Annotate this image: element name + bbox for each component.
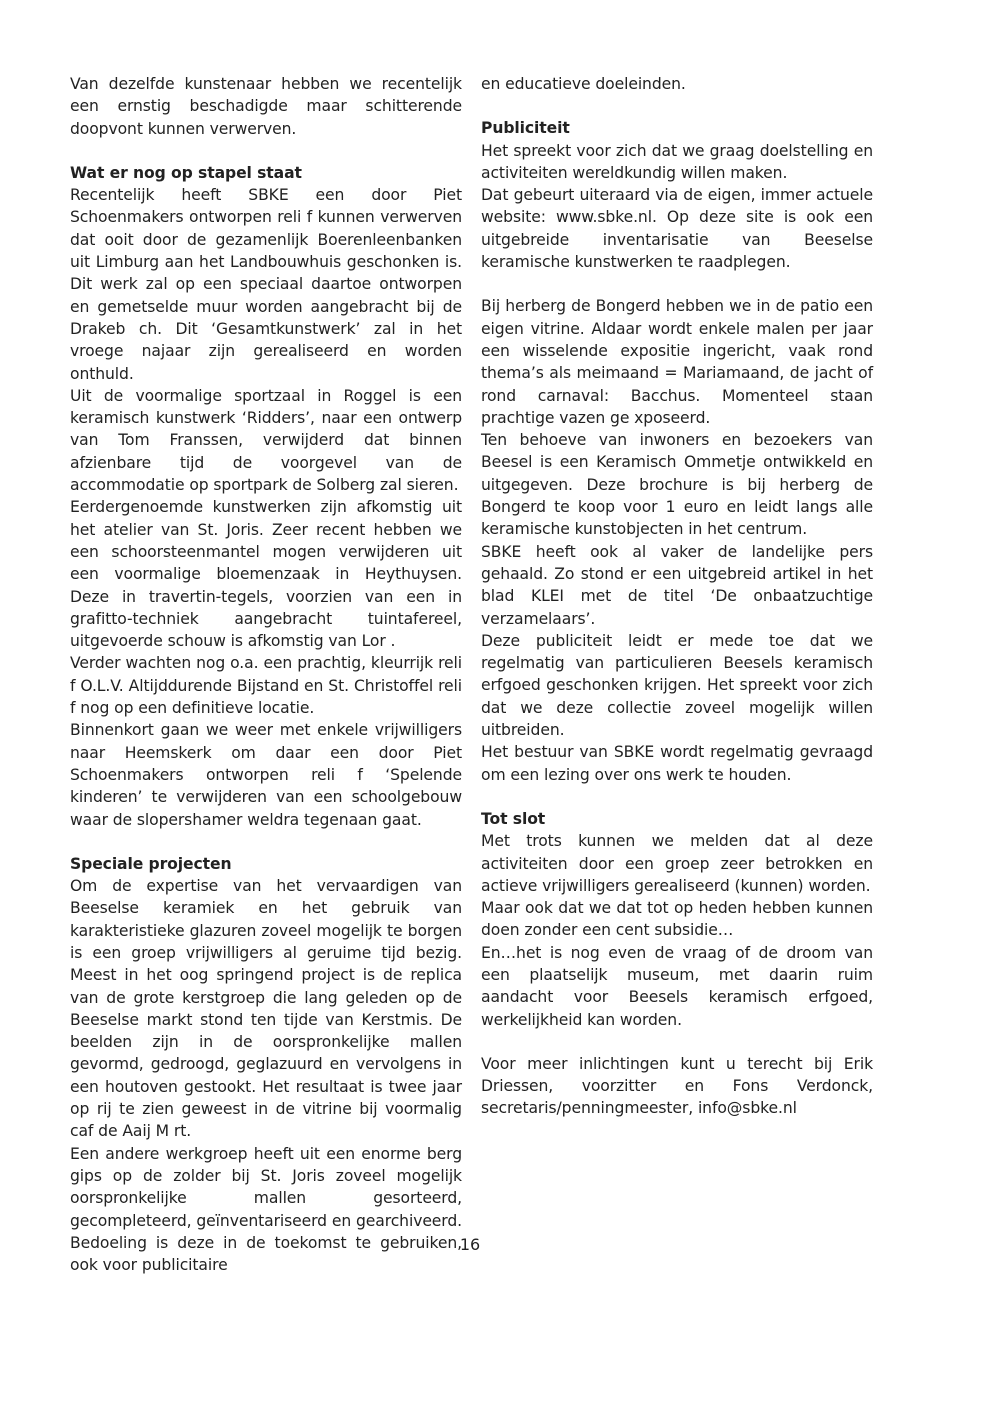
spacer — [481, 273, 873, 295]
paragraph: Deze publiciteit leidt er mede toe dat we regelmatig van particulieren Beesels keramisch erfgoed geschonken krijgen. Het spreekt voor zich dat we deze collectie zoveel mogelijk willen uitbreiden. — [481, 631, 873, 740]
spacer — [481, 95, 873, 117]
paragraph: Eerdergenoemde kunstwerken zijn afkomstig uit het atelier van St. Joris. Zeer recent hebben we een schoorsteenmantel mogen verwijderen uit een voormalige bloemenzaak in Heythuysen. Deze in travertin-tegels, voorzien van een in grafitto-techniek aangebracht tuintafereel, uitgevoerde schouw is afkomstig van Lor . — [70, 498, 462, 651]
paragraph: Met trots kunnen we melden dat al deze activiteiten door een groep zeer betrokken en actieve vrijwilligers gerealiseerd (kunnen) worden. — [481, 832, 873, 895]
continuation-paragraph: en educatieve doeleinden. — [481, 75, 686, 93]
spacer — [70, 140, 462, 162]
spacer — [70, 831, 462, 853]
paragraph: Recentelijk heeft SBKE een door Piet Schoenmakers ontworpen reli f kunnen verwerven dat ooit door de gezamenlijk Boerenleenbanken uit Limburg aan het Landbouwhuis geschonken is. Dit werk zal op een speciaal daartoe ontworpen en gemetselde muur worden aangebracht bij de Drakeb ch. Dit ‘Gesamtkunstwerk’ zal in het vroege najaar zijn gerealiseerd en worden onthuld. — [70, 186, 462, 383]
section-heading-publiciteit: Publiciteit — [481, 119, 570, 138]
paragraph: Ten behoeve van inwoners en bezoekers van Beesel is een Keramisch Ommetje ontwikkeld en uitgegeven. Deze brochure is bij herberg de Bongerd te koop voor 1 euro en leidt langs alle keramische kunstobjecten in het centrum. — [481, 431, 873, 539]
section-heading-tot-slot: Tot slot — [481, 809, 546, 828]
spacer — [481, 786, 873, 808]
paragraph: SBKE heeft ook al vaker de landelijke pers gehaald. Zo stond er een uitgebreid artikel in het blad KLEI met de titel ‘De onbaatzuchtige verzamelaars’. — [481, 542, 873, 628]
paragraph: Het spreekt voor zich dat we graag doelstelling en activiteiten wereldkundig willen maken. — [481, 141, 873, 182]
paragraph: En…het is nog even de vraag of de droom van een plaatselijk museum, met daarin ruim aandacht voor Beesels keramisch erfgoed, werkelijkheid kan worden. — [481, 943, 873, 1029]
left-column — [70, 73, 462, 1276]
intro-paragraph: Van dezelfde kunstenaar hebben we recentelijk een ernstig beschadigde maar schitterende doopvont kunnen verwerven. — [70, 75, 462, 138]
paragraph: Uit de voormalige sportzaal in Roggel is een keramisch kunstwerk ‘Ridders’, naar een ontwerp van Tom Franssen, verwijderd dat binnen afzienbare tijd de voorgevel van de accommodatie op sportpark de Solberg zal sieren. — [70, 386, 462, 495]
paragraph: Dat gebeurt uiteraard via de eigen, immer actuele website: www.sbke.nl. Op deze site is ook een uitgebreide inventarisatie van Beeselse keramische kunstwerken te raadplegen. — [481, 186, 873, 272]
paragraph: Bij herberg de Bongerd hebben we in de patio een eigen vitrine. Aldaar wordt enkele malen per jaar een wisselende expositie ingericht, vaak rond thema’s als meimaand = Mariamaand, de jacht of rond carnaval: Bacchus. Momenteel staan prachtige vazen ge xposeerd. — [481, 297, 873, 427]
paragraph: Een andere werkgroep heeft uit een enorme berg gips op de zolder bij St. Joris zoveel mogelijk oorspronkelijke mallen gesorteerd, gecompleteerd, geïnventariseerd en gearchiveerd. Bedoeling is deze in de toekomst te gebruiken, ook voor publicitaire — [70, 1144, 462, 1275]
page-number: 16 — [459, 1235, 481, 1254]
section-heading-wat-er-nog-op-stapel-staat: Wat er nog op stapel staat — [70, 163, 302, 182]
spacer — [481, 1031, 873, 1053]
paragraph: Binnenkort gaan we weer met enkele vrijwilligers naar Heemskerk om daar een door Piet Schoenmakers ontworpen reli f ‘Spelende kinderen’ te verwijderen van een schoolgebouw waar de slopershamer weldra tegenaan gaat. — [70, 721, 462, 829]
paragraph: Verder wachten nog o.a. een prachtig, kleurrijk reli f O.L.V. Altijddurende Bijstand en St. Christoffel reli f nog op een definitieve locatie. — [70, 654, 462, 718]
paragraph: Maar ook dat we dat tot op heden hebben kunnen doen zonder een cent subsidie… — [481, 899, 873, 940]
paragraph: Het bestuur van SBKE wordt regelmatig gevraagd om een lezing over ons werk te houden. — [481, 743, 873, 784]
section-heading-speciale-projecten: Speciale projecten — [70, 854, 232, 873]
paragraph: Om de expertise van het vervaardigen van Beeselse keramiek en het gebruik van karakteristieke glazuren zoveel mogelijk te borgen is een groep vrijwilligers al geruime tijd bezig. Meest in het oog springend project is de replica van de grote kerstgroep die lang geleden op de Beeselse markt stond ten tijde van Kerstmis. De beelden zijn in de oorspronkelijke mallen gevormd, gedroogd, geglazuurd en vervolgens in een houtoven gestookt. Het resultaat is twee jaar op rij te zien geweest in de vitrine bij voormalig caf de Aaij M rt. — [70, 877, 462, 1141]
contact-paragraph: Voor meer inlichtingen kunt u terecht bij Erik Driessen, voorzitter en Fons Verdonck, secretaris/penningmeester, info@sbke.nl — [481, 1054, 873, 1118]
right-column — [481, 73, 873, 1120]
